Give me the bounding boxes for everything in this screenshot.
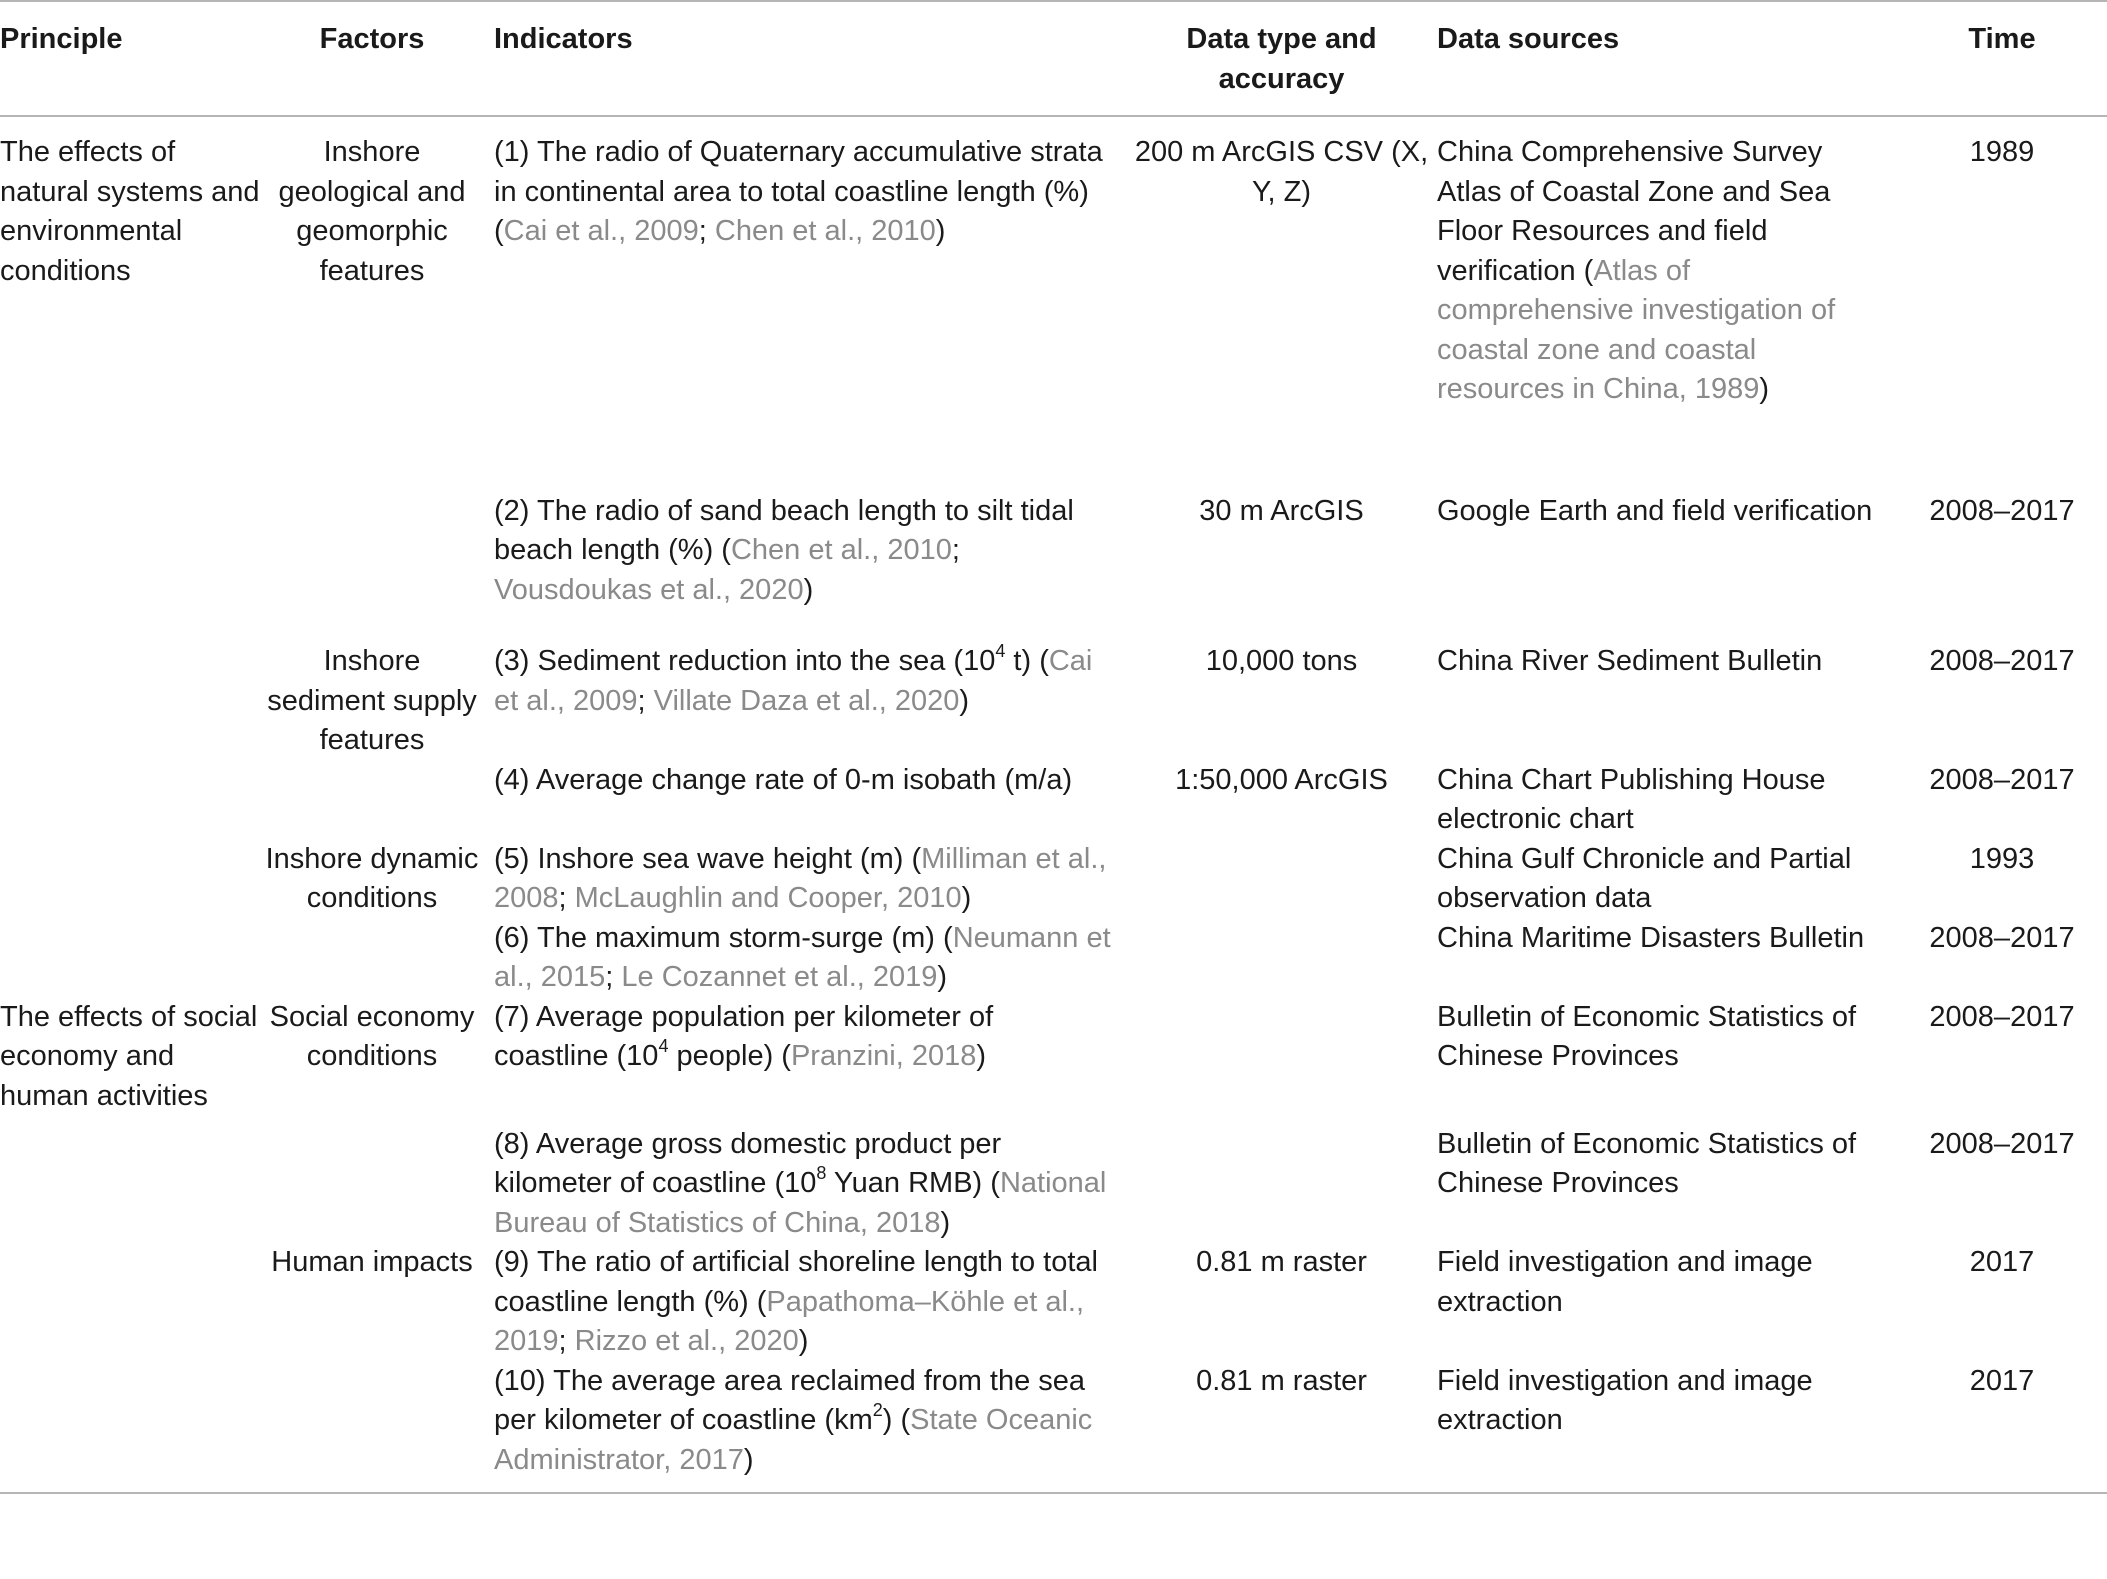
data-type-cell: 0.81 m raster xyxy=(1128,1362,1435,1494)
data-type-cell xyxy=(1128,1125,1435,1244)
source-cell: Bulletin of Economic Statistics of Chinese Provinces xyxy=(1437,1127,1857,1199)
indicator-cell xyxy=(482,840,1128,919)
factor-cell: Inshore geological and geomorphic features xyxy=(278,136,466,287)
separator: ; xyxy=(558,1325,575,1357)
separator: ; xyxy=(637,684,654,717)
factor-cell: Inshore sediment supply features xyxy=(267,645,477,756)
reference-link[interactable]: Neumann et al., 2015 xyxy=(494,921,1111,993)
source-cell: China Chart Publishing House electronic chart xyxy=(1437,763,1826,835)
indicator-close: ) xyxy=(940,1206,951,1239)
source-cell xyxy=(1435,116,1897,492)
data-type-cell: 30 m ArcGIS xyxy=(1199,494,1364,527)
table-row xyxy=(0,642,2107,761)
principle-cell xyxy=(0,642,262,761)
superscript: 4 xyxy=(658,1036,669,1057)
reference-link[interactable]: Chen et al., 2010 xyxy=(714,215,936,247)
indicator-close: ) xyxy=(798,1325,809,1357)
table-row xyxy=(0,1125,2107,1244)
source-reference-link[interactable]: Atlas of comprehensive investigation of coastal zone and coastal resources in China, 1989 xyxy=(1437,254,1836,405)
indicator-cell xyxy=(482,116,1128,492)
header-factors: Factors xyxy=(262,1,482,116)
header-data-type: Data type and accuracy xyxy=(1128,1,1435,116)
superscript: 4 xyxy=(995,641,1006,662)
principle-cell xyxy=(0,1125,262,1244)
factor-cell xyxy=(262,919,482,998)
indicator-text: (8) Average gross domestic product per kilometer of coastline (10 xyxy=(494,1127,1002,1199)
time-cell: 1989 xyxy=(1969,136,2035,168)
indicator-close: ) xyxy=(935,215,946,247)
reference-link[interactable]: McLaughlin and Cooper, 2010 xyxy=(574,882,962,914)
indicator-cell xyxy=(482,1243,1128,1362)
data-type-cell xyxy=(1128,998,1435,1125)
source-close: ) xyxy=(1759,373,1770,405)
reference-link[interactable]: National Bureau of Statistics of China, 2018 xyxy=(494,1167,1107,1239)
factor-cell: Human impacts xyxy=(271,1246,473,1278)
time-cell: 2008–2017 xyxy=(1929,763,2075,796)
reference-link[interactable]: Chen et al., 2010 xyxy=(730,534,952,566)
header-data-sources: Data sources xyxy=(1435,1,1897,116)
time-cell: 1993 xyxy=(1969,842,2035,875)
separator: ; xyxy=(558,882,575,914)
header-principle: Principle xyxy=(0,1,262,116)
indicator-close: ) xyxy=(961,882,972,914)
source-cell: Field investigation and image extraction xyxy=(1435,1362,1897,1494)
reference-link[interactable]: Villate Daza et al., 2020 xyxy=(653,684,960,717)
superscript: 8 xyxy=(816,1163,827,1184)
header-indicators: Indicators xyxy=(482,1,1128,116)
indicator-close: ) xyxy=(976,1040,987,1072)
indicator-text: (6) The maximum storm-surge (m) ( xyxy=(494,921,953,954)
indicator-text-post: t) ( xyxy=(1005,645,1049,677)
indicator-cell xyxy=(482,1125,1128,1244)
principle-cell xyxy=(0,761,262,840)
indicator-text: (9) The ratio of artificial shoreline length to total coastline length (%) ( xyxy=(494,1246,1098,1318)
table-row xyxy=(0,1362,2107,1494)
superscript: 2 xyxy=(872,1400,883,1421)
time-cell: 2008–2017 xyxy=(1929,1127,2075,1160)
source-cell: China River Sediment Bulletin xyxy=(1437,645,1823,677)
data-type-cell: 1:50,000 ArcGIS xyxy=(1175,763,1388,796)
reference-link[interactable]: Vousdoukas et al., 2020 xyxy=(494,573,804,606)
reference-link[interactable]: Milliman et al., 2008 xyxy=(494,842,1107,914)
principle-cell: The effects of social economy and human activities xyxy=(0,1000,258,1112)
indicator-cell: (4) Average change rate of 0-m isobath (m/a) xyxy=(494,763,1073,796)
time-cell: 2017 xyxy=(1969,1246,2035,1278)
principle-cell xyxy=(0,492,262,643)
separator: ; xyxy=(698,215,715,247)
table-header-row xyxy=(0,1,2107,116)
time-cell: 2008–2017 xyxy=(1929,645,2075,677)
indicator-cell xyxy=(482,492,1128,643)
source-cell: Google Earth and field verification xyxy=(1437,494,1873,527)
indicator-close: ) xyxy=(937,961,948,993)
indicator-text-post: Yuan RMB) ( xyxy=(826,1167,1000,1199)
source-cell: China Gulf Chronicle and Partial observation data xyxy=(1437,842,1852,914)
principle-cell xyxy=(0,1243,262,1362)
factor-cell: Social economy conditions xyxy=(269,1000,475,1072)
table-row xyxy=(0,116,2107,492)
time-cell: 2008–2017 xyxy=(1929,921,2075,954)
table-row xyxy=(0,492,2107,643)
indicator-text: (10) The average area reclaimed from the sea per kilometer of coastline (km xyxy=(494,1364,1086,1436)
reference-link[interactable]: Cai et al., 2009 xyxy=(503,215,699,247)
indicator-close: ) xyxy=(959,684,970,717)
indicator-text: (5) Inshore sea wave height (m) ( xyxy=(494,842,922,875)
table-row xyxy=(0,998,2107,1125)
reference-link[interactable]: Papathoma–Köhle et al., 2019 xyxy=(494,1285,1085,1357)
table-row xyxy=(0,1243,2107,1362)
indicator-cell xyxy=(482,642,1128,761)
indicator-text: (3) Sediment reduction into the sea (10 xyxy=(494,645,996,677)
time-cell: 2008–2017 xyxy=(1929,1000,2075,1033)
data-type-cell: 10,000 tons xyxy=(1205,645,1358,677)
source-cell: Bulletin of Economic Statistics of Chinese Provinces xyxy=(1437,1000,1857,1072)
indicator-text: (2) The radio of sand beach length to silt tidal beach length (%) ( xyxy=(494,494,1074,566)
indicator-text: (7) Average population per kilometer of coastline (10 xyxy=(494,1000,994,1072)
indicator-cell xyxy=(482,1362,1128,1494)
indicator-cell xyxy=(482,919,1128,998)
factor-cell xyxy=(262,492,482,643)
indicator-text: (1) The radio of Quaternary accumulative strata in continental area to total coastline length (%) ( xyxy=(494,136,1103,247)
table-row xyxy=(0,919,2107,998)
indicator-cell xyxy=(482,998,1128,1125)
indicator-text-post: ) ( xyxy=(882,1404,911,1436)
source-cell: China Maritime Disasters Bulletin xyxy=(1437,921,1865,954)
data-type-cell: 200 m ArcGIS CSV (X, Y, Z) xyxy=(1134,136,1429,208)
principle-cell xyxy=(0,1362,262,1494)
reference-link[interactable]: Le Cozannet et al., 2019 xyxy=(621,961,938,993)
factor-cell xyxy=(262,1362,482,1494)
factor-cell xyxy=(262,1125,482,1244)
data-type-cell xyxy=(1128,919,1435,998)
separator: ; xyxy=(951,534,960,566)
indicator-text-post: people) ( xyxy=(668,1040,791,1072)
principle-cell xyxy=(0,919,262,998)
table-row xyxy=(0,761,2107,840)
reference-link[interactable]: State Oceanic Administrator, 2017 xyxy=(494,1404,1093,1476)
header-time: Time xyxy=(1897,1,2107,116)
indicator-close: ) xyxy=(743,1443,754,1476)
principle-cell: The effects of natural systems and environmental conditions xyxy=(0,136,260,287)
source-cell: Field investigation and image extraction xyxy=(1437,1246,1813,1318)
data-type-cell: 0.81 m raster xyxy=(1196,1246,1367,1278)
separator: ; xyxy=(605,961,622,993)
reference-link[interactable]: Pranzini, 2018 xyxy=(790,1040,977,1072)
principle-cell xyxy=(0,840,262,919)
factor-cell: Inshore dynamic conditions xyxy=(265,842,479,914)
factor-cell xyxy=(262,761,482,840)
time-cell: 2008–2017 xyxy=(1929,494,2075,527)
source-text: China Comprehensive Survey Atlas of Coastal Zone and Sea Floor Resources and field verification ( xyxy=(1437,136,1831,287)
reference-link[interactable]: Rizzo et al., 2020 xyxy=(574,1325,799,1357)
reference-link[interactable]: Cai et al., 2009 xyxy=(494,645,1093,717)
data-type-cell xyxy=(1128,840,1435,919)
table-row xyxy=(0,840,2107,919)
time-cell: 2017 xyxy=(1897,1362,2107,1494)
indicator-close: ) xyxy=(803,573,814,606)
